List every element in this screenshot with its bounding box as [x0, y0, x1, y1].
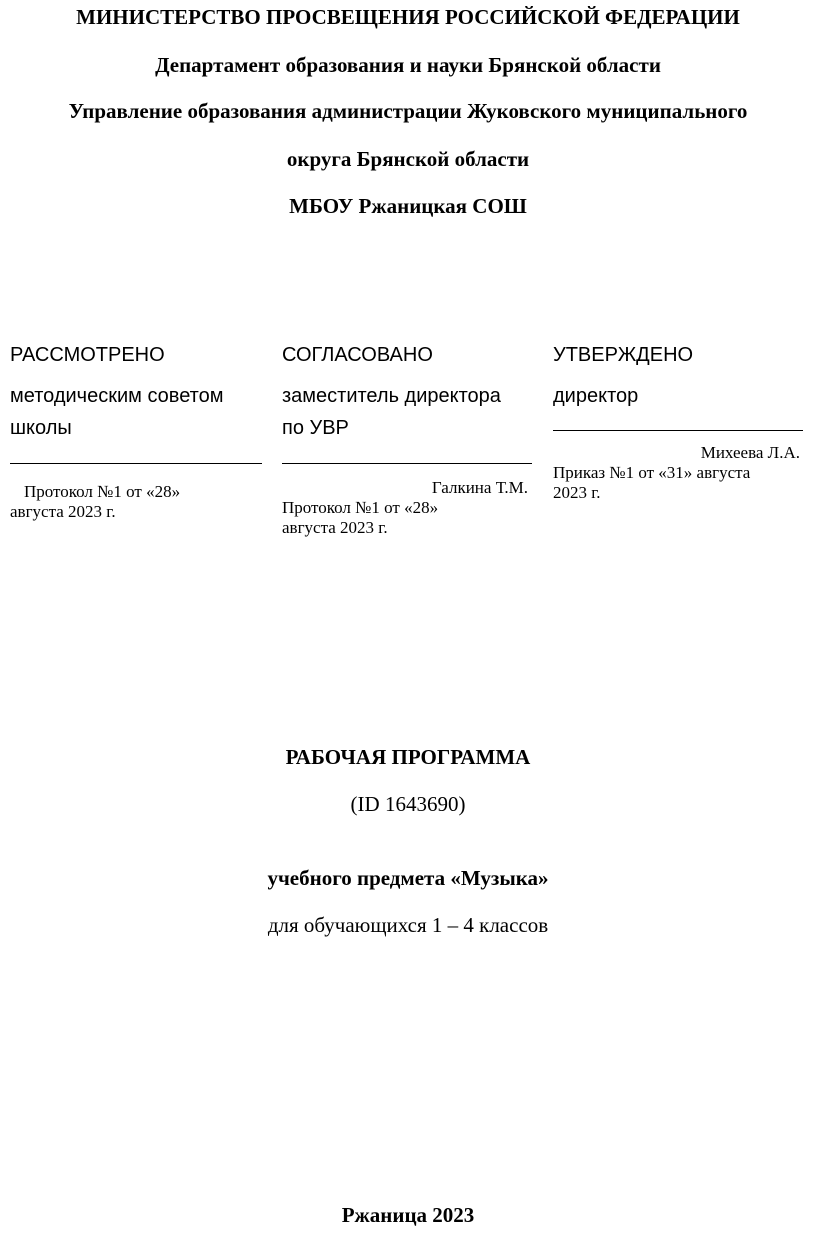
- signature-line: [282, 463, 532, 464]
- protocol-line2: августа 2023 г.: [282, 518, 388, 537]
- department-heading: Департамент образования и науки Брянской области: [155, 53, 661, 77]
- protocol-line1: Протокол №1 от «28»: [282, 498, 439, 517]
- program-audience: для обучающихся 1 – 4 классов: [267, 913, 549, 937]
- program-title: РАБОЧАЯ ПРОГРАММА: [285, 745, 531, 769]
- ministry-heading: МИНИСТЕРСТВО ПРОСВЕЩЕНИЯ РОССИЙСКОЙ ФЕДЕРАЦИИ: [76, 5, 740, 29]
- program-subject: учебного предмета «Музыка»: [267, 866, 549, 890]
- program-id: (ID 1643690): [350, 792, 466, 816]
- protocol-line2: 2023 г.: [553, 483, 601, 502]
- protocol-line1: Приказ №1 от «31» августа: [553, 463, 751, 482]
- approval-role-line1: заместитель директора: [282, 385, 501, 407]
- signer-name: Галкина Т.М.: [431, 478, 528, 497]
- approval-block-approved: [553, 342, 806, 503]
- approval-block-agreed: [282, 342, 532, 538]
- signer-name: [10, 464, 262, 482]
- approval-title: УТВЕРЖДЕНО: [553, 344, 694, 366]
- signature-line: [553, 430, 803, 431]
- administration-heading-line2: округа Брянской области: [286, 147, 530, 171]
- protocol-line2: августа 2023 г.: [10, 502, 116, 521]
- approval-title: РАССМОТРЕНО: [10, 344, 165, 366]
- approval-role-line2: по УВР: [282, 417, 349, 439]
- approval-role-line1: директор: [553, 385, 639, 407]
- signer-name: Михеева Л.А.: [700, 443, 800, 462]
- protocol-line1: Протокол №1 от «28»: [24, 482, 181, 501]
- administration-heading-line1: Управление образования администрации Жуковского муниципального: [68, 99, 748, 123]
- approval-role-line2: школы: [10, 417, 72, 439]
- approval-title: СОГЛАСОВАНО: [282, 344, 433, 366]
- approval-block-reviewed: [10, 342, 262, 522]
- approval-role-line1: методическим советом: [10, 385, 224, 407]
- place-and-year: Ржаница 2023: [341, 1203, 475, 1227]
- school-name: МБОУ Ржаницкая СОШ: [289, 194, 527, 218]
